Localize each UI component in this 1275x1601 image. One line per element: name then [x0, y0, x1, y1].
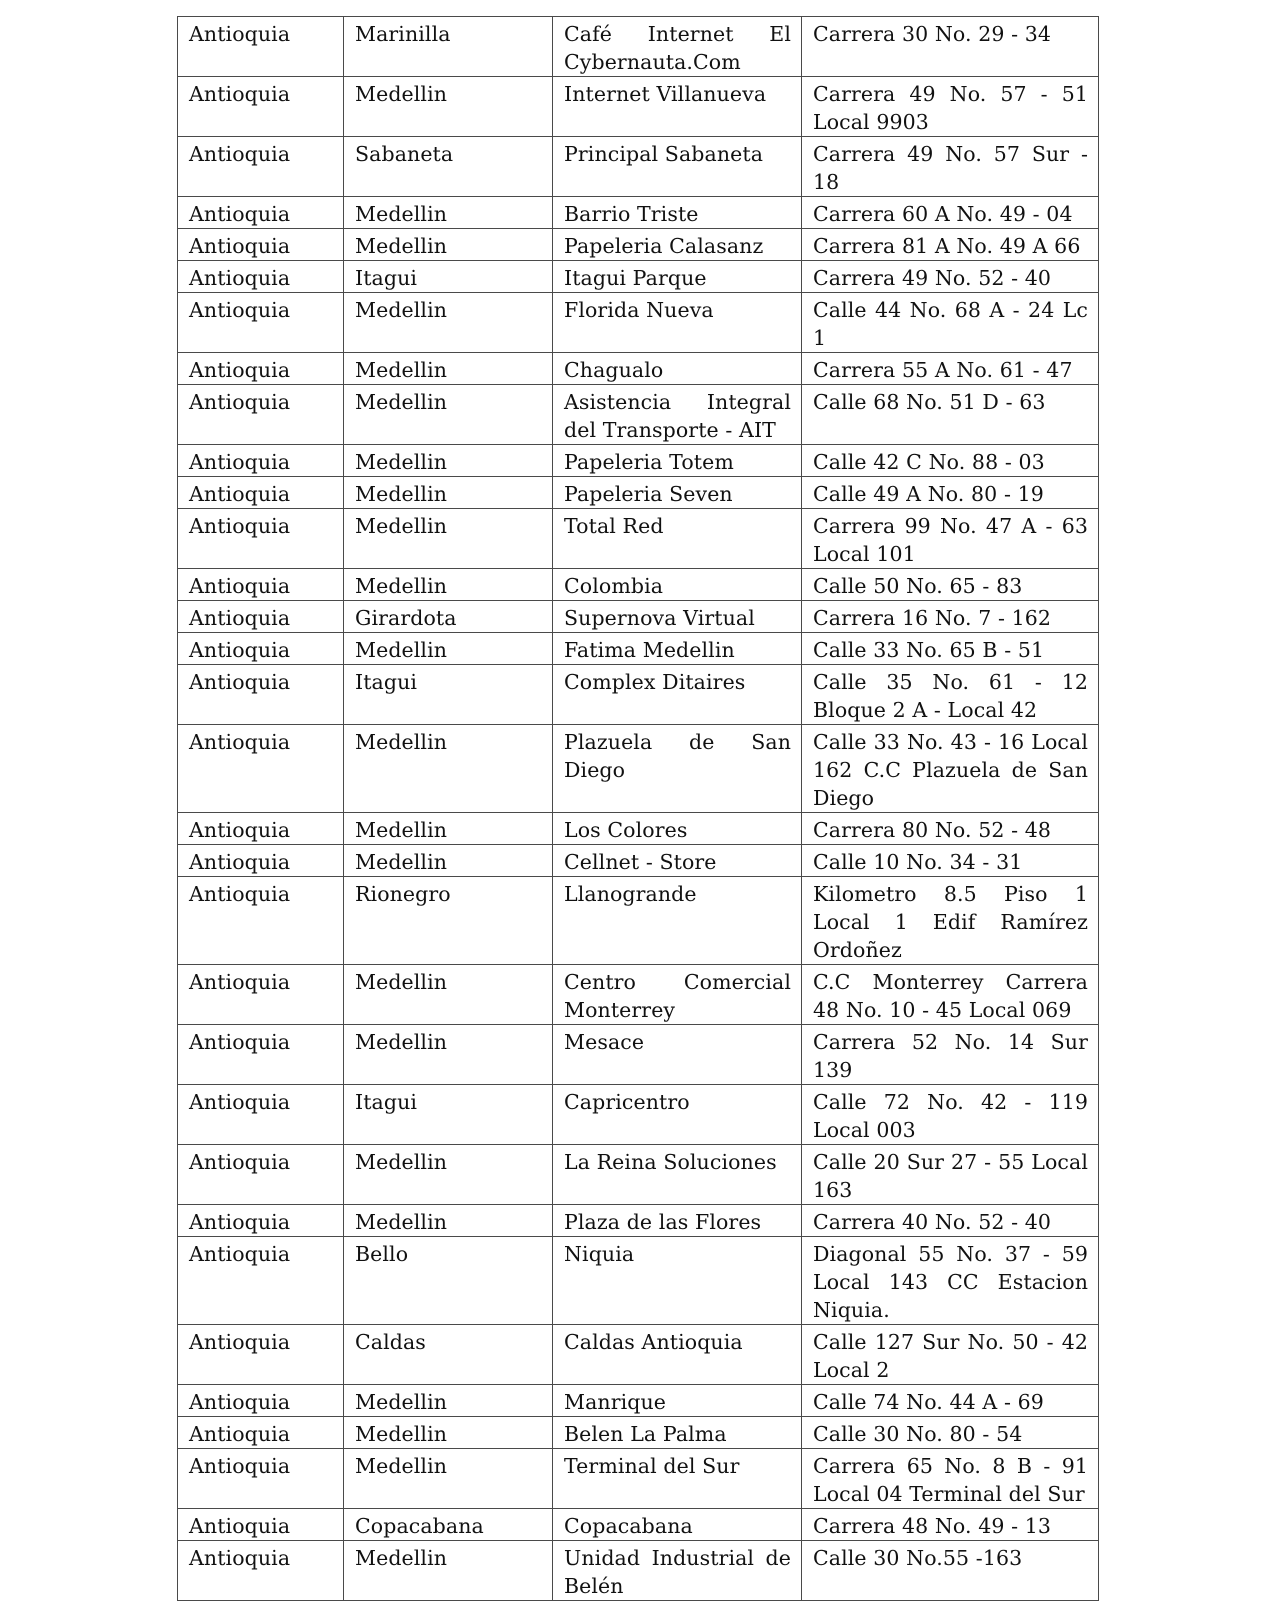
city-cell: Medellin — [344, 385, 553, 445]
department-cell: Antioquia — [178, 353, 344, 385]
table-row — [178, 353, 1099, 385]
department-cell: Antioquia — [178, 293, 344, 353]
city-cell: Medellin — [344, 1385, 553, 1417]
address-cell: C.C Monterrey Carrera 48 No. 10 - 45 Local 069 — [802, 965, 1099, 1025]
address-cell: Carrera 60 A No. 49 - 04 — [802, 197, 1099, 229]
address-cell: Carrera 40 No. 52 - 40 — [802, 1205, 1099, 1237]
city-cell: Itagui — [344, 1085, 553, 1145]
address-cell: Carrera 81 A No. 49 A 66 — [802, 229, 1099, 261]
department-cell: Antioquia — [178, 1237, 344, 1325]
table-row — [178, 1417, 1099, 1449]
city-cell: Medellin — [344, 845, 553, 877]
table-row — [178, 665, 1099, 725]
department-cell: Antioquia — [178, 813, 344, 845]
department-cell: Antioquia — [178, 569, 344, 601]
address-cell: Carrera 49 No. 52 - 40 — [802, 261, 1099, 293]
department-cell: Antioquia — [178, 965, 344, 1025]
department-cell: Antioquia — [178, 845, 344, 877]
address-cell: Carrera 49 No. 57 - 51 Local 9903 — [802, 77, 1099, 137]
address-cell: Calle 30 No. 80 - 54 — [802, 1417, 1099, 1449]
location-name-cell: Capricentro — [553, 1085, 802, 1145]
address-cell: Carrera 52 No. 14 Sur 139 — [802, 1025, 1099, 1085]
department-cell: Antioquia — [178, 1509, 344, 1541]
city-cell: Medellin — [344, 633, 553, 665]
city-cell: Medellin — [344, 1417, 553, 1449]
location-name-cell: Papeleria Totem — [553, 445, 802, 477]
city-cell: Medellin — [344, 293, 553, 353]
address-cell: Carrera 80 No. 52 - 48 — [802, 813, 1099, 845]
document-page — [177, 16, 1098, 1601]
table-row — [178, 569, 1099, 601]
city-cell: Medellin — [344, 1025, 553, 1085]
city-cell: Rionegro — [344, 877, 553, 965]
city-cell: Girardota — [344, 601, 553, 633]
address-cell: Carrera 30 No. 29 - 34 — [802, 17, 1099, 77]
table-body — [178, 17, 1099, 1601]
city-cell: Itagui — [344, 261, 553, 293]
address-cell: Calle 42 C No. 88 - 03 — [802, 445, 1099, 477]
location-name-cell: Total Red — [553, 509, 802, 569]
table-row — [178, 1025, 1099, 1085]
department-cell: Antioquia — [178, 509, 344, 569]
location-name-cell: Internet Villanueva — [553, 77, 802, 137]
location-name-cell: Llanogrande — [553, 877, 802, 965]
city-cell: Itagui — [344, 665, 553, 725]
table-row — [178, 17, 1099, 77]
address-cell: Carrera 65 No. 8 B - 91 Local 04 Terminal del Sur — [802, 1449, 1099, 1509]
address-cell: Calle 74 No. 44 A - 69 — [802, 1385, 1099, 1417]
location-name-cell: Plaza de las Flores — [553, 1205, 802, 1237]
city-cell: Sabaneta — [344, 137, 553, 197]
location-name-cell: Complex Ditaires — [553, 665, 802, 725]
city-cell: Medellin — [344, 77, 553, 137]
department-cell: Antioquia — [178, 1085, 344, 1145]
department-cell: Antioquia — [178, 725, 344, 813]
address-cell: Carrera 99 No. 47 A - 63 Local 101 — [802, 509, 1099, 569]
location-name-cell: Cellnet - Store — [553, 845, 802, 877]
location-name-cell: Centro Comercial Monterrey — [553, 965, 802, 1025]
table-row — [178, 1449, 1099, 1509]
location-name-cell: Mesace — [553, 1025, 802, 1085]
location-name-cell: Fatima Medellin — [553, 633, 802, 665]
city-cell: Copacabana — [344, 1509, 553, 1541]
table-row — [178, 845, 1099, 877]
address-cell: Calle 50 No. 65 - 83 — [802, 569, 1099, 601]
table-row — [178, 601, 1099, 633]
location-name-cell: Asistencia Integral del Transporte - AIT — [553, 385, 802, 445]
department-cell: Antioquia — [178, 1417, 344, 1449]
address-cell: Calle 127 Sur No. 50 - 42 Local 2 — [802, 1325, 1099, 1385]
city-cell: Medellin — [344, 813, 553, 845]
table-row — [178, 137, 1099, 197]
address-cell: Diagonal 55 No. 37 - 59 Local 143 CC Estacion Niquia. — [802, 1237, 1099, 1325]
location-name-cell: Café Internet El Cybernauta.Com — [553, 17, 802, 77]
address-cell: Carrera 55 A No. 61 - 47 — [802, 353, 1099, 385]
location-name-cell: Supernova Virtual — [553, 601, 802, 633]
address-cell: Kilometro 8.5 Piso 1 Local 1 Edif Ramírez Ordoñez — [802, 877, 1099, 965]
table-row — [178, 293, 1099, 353]
department-cell: Antioquia — [178, 1541, 344, 1601]
table-row — [178, 877, 1099, 965]
address-cell: Carrera 49 No. 57 Sur - 18 — [802, 137, 1099, 197]
address-cell: Calle 72 No. 42 - 119 Local 003 — [802, 1085, 1099, 1145]
department-cell: Antioquia — [178, 665, 344, 725]
table-row — [178, 197, 1099, 229]
table-row — [178, 633, 1099, 665]
department-cell: Antioquia — [178, 877, 344, 965]
city-cell: Marinilla — [344, 17, 553, 77]
city-cell: Medellin — [344, 445, 553, 477]
table-row — [178, 725, 1099, 813]
table-row — [178, 1325, 1099, 1385]
department-cell: Antioquia — [178, 1449, 344, 1509]
address-cell: Calle 44 No. 68 A - 24 Lc 1 — [802, 293, 1099, 353]
address-cell: Calle 10 No. 34 - 31 — [802, 845, 1099, 877]
department-cell: Antioquia — [178, 477, 344, 509]
address-cell: Carrera 48 No. 49 - 13 — [802, 1509, 1099, 1541]
location-name-cell: Terminal del Sur — [553, 1449, 802, 1509]
city-cell: Medellin — [344, 509, 553, 569]
department-cell: Antioquia — [178, 261, 344, 293]
location-name-cell: Papeleria Calasanz — [553, 229, 802, 261]
address-cell: Calle 30 No.55 -163 — [802, 1541, 1099, 1601]
city-cell: Medellin — [344, 569, 553, 601]
city-cell: Medellin — [344, 477, 553, 509]
table-row — [178, 445, 1099, 477]
address-cell: Calle 49 A No. 80 - 19 — [802, 477, 1099, 509]
table-row — [178, 813, 1099, 845]
city-cell: Medellin — [344, 1541, 553, 1601]
table-row — [178, 1385, 1099, 1417]
city-cell: Medellin — [344, 725, 553, 813]
table-row — [178, 1205, 1099, 1237]
location-name-cell: Unidad Industrial de Belén — [553, 1541, 802, 1601]
department-cell: Antioquia — [178, 1145, 344, 1205]
location-name-cell: Manrique — [553, 1385, 802, 1417]
department-cell: Antioquia — [178, 601, 344, 633]
location-name-cell: Barrio Triste — [553, 197, 802, 229]
table-row — [178, 261, 1099, 293]
location-name-cell: Belen La Palma — [553, 1417, 802, 1449]
department-cell: Antioquia — [178, 229, 344, 261]
department-cell: Antioquia — [178, 197, 344, 229]
city-cell: Medellin — [344, 1205, 553, 1237]
department-cell: Antioquia — [178, 17, 344, 77]
table-row — [178, 1237, 1099, 1325]
table-row — [178, 1085, 1099, 1145]
city-cell: Caldas — [344, 1325, 553, 1385]
location-name-cell: La Reina Soluciones — [553, 1145, 802, 1205]
table-row — [178, 965, 1099, 1025]
department-cell: Antioquia — [178, 385, 344, 445]
table-row — [178, 1509, 1099, 1541]
address-cell: Calle 33 No. 43 - 16 Local 162 C.C Plazuela de San Diego — [802, 725, 1099, 813]
city-cell: Medellin — [344, 197, 553, 229]
address-cell: Calle 68 No. 51 D - 63 — [802, 385, 1099, 445]
city-cell: Medellin — [344, 353, 553, 385]
city-cell: Medellin — [344, 965, 553, 1025]
department-cell: Antioquia — [178, 1205, 344, 1237]
table-row — [178, 509, 1099, 569]
location-name-cell: Niquia — [553, 1237, 802, 1325]
table-row — [178, 477, 1099, 509]
city-cell: Medellin — [344, 1145, 553, 1205]
locations-table — [177, 16, 1099, 1601]
city-cell: Medellin — [344, 1449, 553, 1509]
city-cell: Bello — [344, 1237, 553, 1325]
location-name-cell: Papeleria Seven — [553, 477, 802, 509]
table-row — [178, 1145, 1099, 1205]
table-row — [178, 385, 1099, 445]
location-name-cell: Chagualo — [553, 353, 802, 385]
location-name-cell: Florida Nueva — [553, 293, 802, 353]
address-cell: Calle 20 Sur 27 - 55 Local 163 — [802, 1145, 1099, 1205]
department-cell: Antioquia — [178, 1325, 344, 1385]
department-cell: Antioquia — [178, 77, 344, 137]
department-cell: Antioquia — [178, 1385, 344, 1417]
location-name-cell: Copacabana — [553, 1509, 802, 1541]
department-cell: Antioquia — [178, 445, 344, 477]
city-cell: Medellin — [344, 229, 553, 261]
address-cell: Carrera 16 No. 7 - 162 — [802, 601, 1099, 633]
address-cell: Calle 35 No. 61 - 12 Bloque 2 A - Local 42 — [802, 665, 1099, 725]
department-cell: Antioquia — [178, 137, 344, 197]
table-row — [178, 229, 1099, 261]
department-cell: Antioquia — [178, 1025, 344, 1085]
location-name-cell: Caldas Antioquia — [553, 1325, 802, 1385]
department-cell: Antioquia — [178, 633, 344, 665]
address-cell: Calle 33 No. 65 B - 51 — [802, 633, 1099, 665]
table-row — [178, 77, 1099, 137]
location-name-cell: Principal Sabaneta — [553, 137, 802, 197]
location-name-cell: Los Colores — [553, 813, 802, 845]
location-name-cell: Plazuela de San Diego — [553, 725, 802, 813]
location-name-cell: Itagui Parque — [553, 261, 802, 293]
location-name-cell: Colombia — [553, 569, 802, 601]
table-row — [178, 1541, 1099, 1601]
